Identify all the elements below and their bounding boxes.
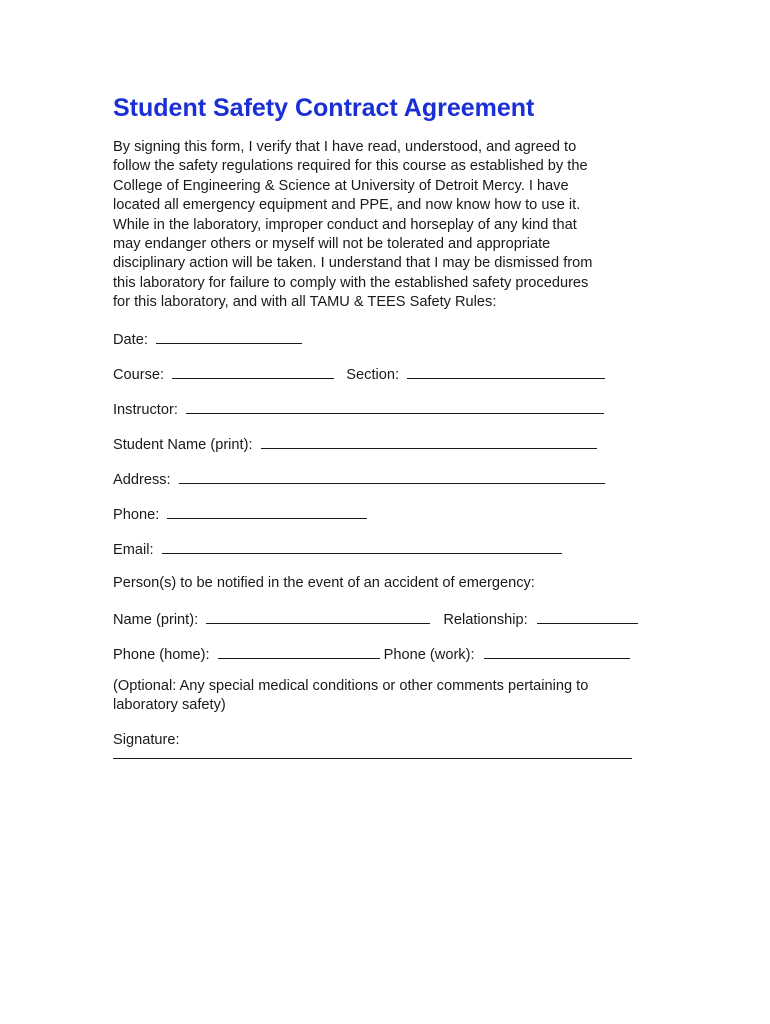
phone-home-input-line[interactable] (218, 644, 380, 659)
optional-note-line: laboratory safety) (113, 697, 226, 714)
instructor-row (113, 399, 658, 417)
phone-input-line[interactable] (167, 504, 367, 519)
optional-note-line: (Optional: Any special medical conditions or other comments pertaining to (113, 677, 589, 694)
phone-label: Phone: (113, 506, 160, 523)
optional-note (113, 677, 658, 716)
phone-work-label: Phone (work): (383, 646, 475, 663)
relationship-input-line[interactable] (537, 609, 638, 624)
address-input-line[interactable] (179, 469, 605, 484)
safety-contract-form (113, 92, 658, 759)
intro-line: disciplinary action will be taken. I understand that I may be dismissed from (113, 255, 593, 272)
emergency-phone-row (113, 644, 658, 662)
intro-paragraph (113, 138, 658, 313)
phone-row (113, 504, 658, 522)
name-print-label: Name (print): (113, 611, 199, 628)
intro-line: By signing this form, I verify that I have read, understood, and agreed to (113, 139, 577, 155)
instructor-input-line[interactable] (186, 399, 604, 414)
notify-heading: Person(s) to be notified in the event of an accident of emergency: (113, 574, 535, 591)
student-name-label: Student Name (print): (113, 436, 253, 453)
intro-line: located all emergency equipment and PPE, and now know how to use it. (113, 197, 581, 214)
intro-line: for this laboratory, and with all TAMU & TEES Safety Rules: (113, 294, 497, 311)
student-name-input-line[interactable] (261, 434, 597, 449)
date-label: Date: (113, 331, 148, 348)
email-input-line[interactable] (162, 539, 562, 554)
relationship-label: Relationship: (443, 611, 528, 628)
form-title: Student Safety Contract Agreement (113, 94, 535, 122)
section-input-line[interactable] (407, 364, 605, 379)
emergency-name-row (113, 609, 658, 627)
address-row (113, 469, 658, 487)
intro-line: may endanger others or myself will not be tolerated and appropriate (113, 236, 551, 253)
intro-line: follow the safety regulations required for this course as established by the (113, 158, 588, 175)
course-row (113, 364, 658, 382)
address-label: Address: (113, 471, 171, 488)
course-input-line[interactable] (172, 364, 334, 379)
signature-label: Signature: (113, 731, 180, 748)
intro-line: College of Engineering & Science at University of Detroit Mercy. I have (113, 177, 569, 194)
phone-home-label: Phone (home): (113, 646, 210, 663)
date-row (113, 329, 658, 347)
signature-row (113, 731, 658, 749)
email-label: Email: (113, 541, 154, 558)
instructor-label: Instructor: (113, 401, 178, 418)
course-label: Course: (113, 366, 165, 383)
phone-work-input-line[interactable] (484, 644, 630, 659)
date-input-line[interactable] (156, 329, 302, 344)
emergency-name-input-line[interactable] (206, 609, 430, 624)
intro-line: While in the laboratory, improper conduct and horseplay of any kind that (113, 216, 577, 233)
signature-input-line[interactable] (113, 757, 632, 759)
email-row (113, 539, 658, 557)
intro-line: this laboratory for failure to comply with the established safety procedures (113, 274, 589, 291)
section-label: Section: (346, 366, 400, 383)
student-name-row (113, 434, 658, 452)
